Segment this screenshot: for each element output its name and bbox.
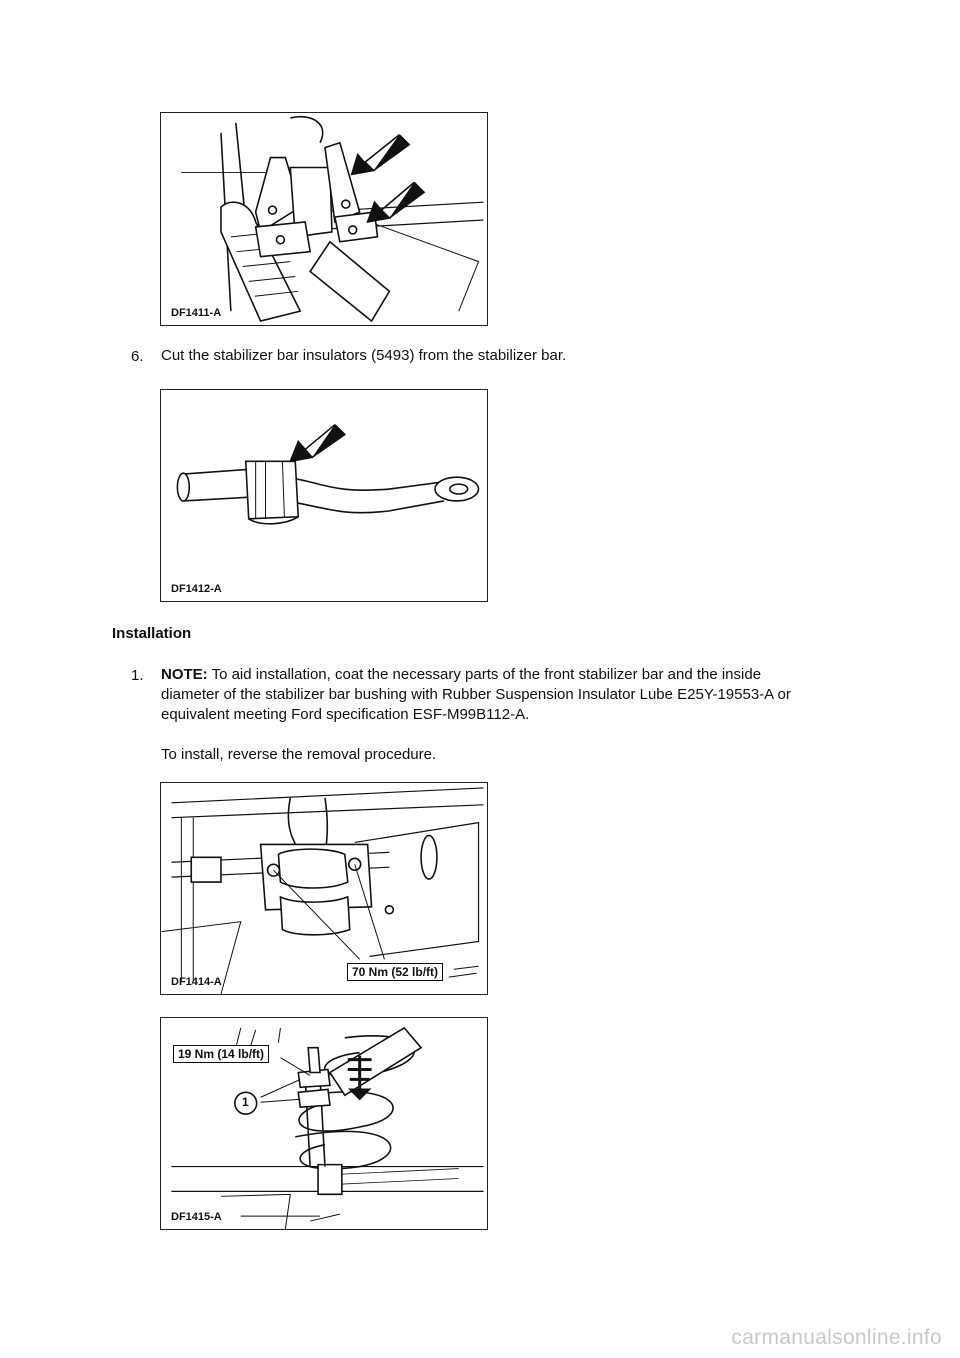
note-line-1: NOTE: To aid installation, coat the necessary parts of the front stabilizer bar and the inside: [161, 666, 762, 683]
step-number: 1.: [131, 667, 144, 684]
figure-code: DF1414-A: [171, 976, 222, 988]
note-line-3: equivalent meeting Ford specification ESF-M99B112-A.: [161, 706, 530, 723]
section-heading-installation: Installation: [112, 625, 192, 642]
figure-code: DF1415-A: [171, 1211, 222, 1223]
watermark: carmanualsonline.info: [731, 1326, 942, 1349]
note-line-2: diameter of the stabilizer bar bushing with Rubber Suspension Insulator Lube E25Y-19553-A or: [161, 686, 791, 703]
step-text: Cut the stabilizer bar insulators (5493) from the stabilizer bar.: [161, 347, 567, 364]
note-label: NOTE:: [161, 666, 208, 683]
figure-code: DF1412-A: [171, 583, 222, 595]
torque-callout: 19 Nm (14 lb/ft): [173, 1045, 269, 1063]
installation-instruction: To install, reverse the removal procedure.: [161, 746, 437, 763]
torque-callout: 70 Nm (52 lb/ft): [347, 963, 443, 981]
item-label: 1: [242, 1095, 249, 1109]
figure-df1412: [160, 389, 488, 602]
figure-df1414: [160, 782, 488, 995]
stabilizer-bar-insulator-illustration: [161, 390, 487, 601]
step-number: 6.: [131, 348, 144, 365]
stabilizer-bracket-illustration: [161, 113, 487, 325]
figure-df1411: [160, 112, 488, 326]
installation-note: [161, 665, 881, 725]
figure-code: DF1411-A: [171, 307, 222, 319]
figure-df1415: [160, 1017, 488, 1230]
